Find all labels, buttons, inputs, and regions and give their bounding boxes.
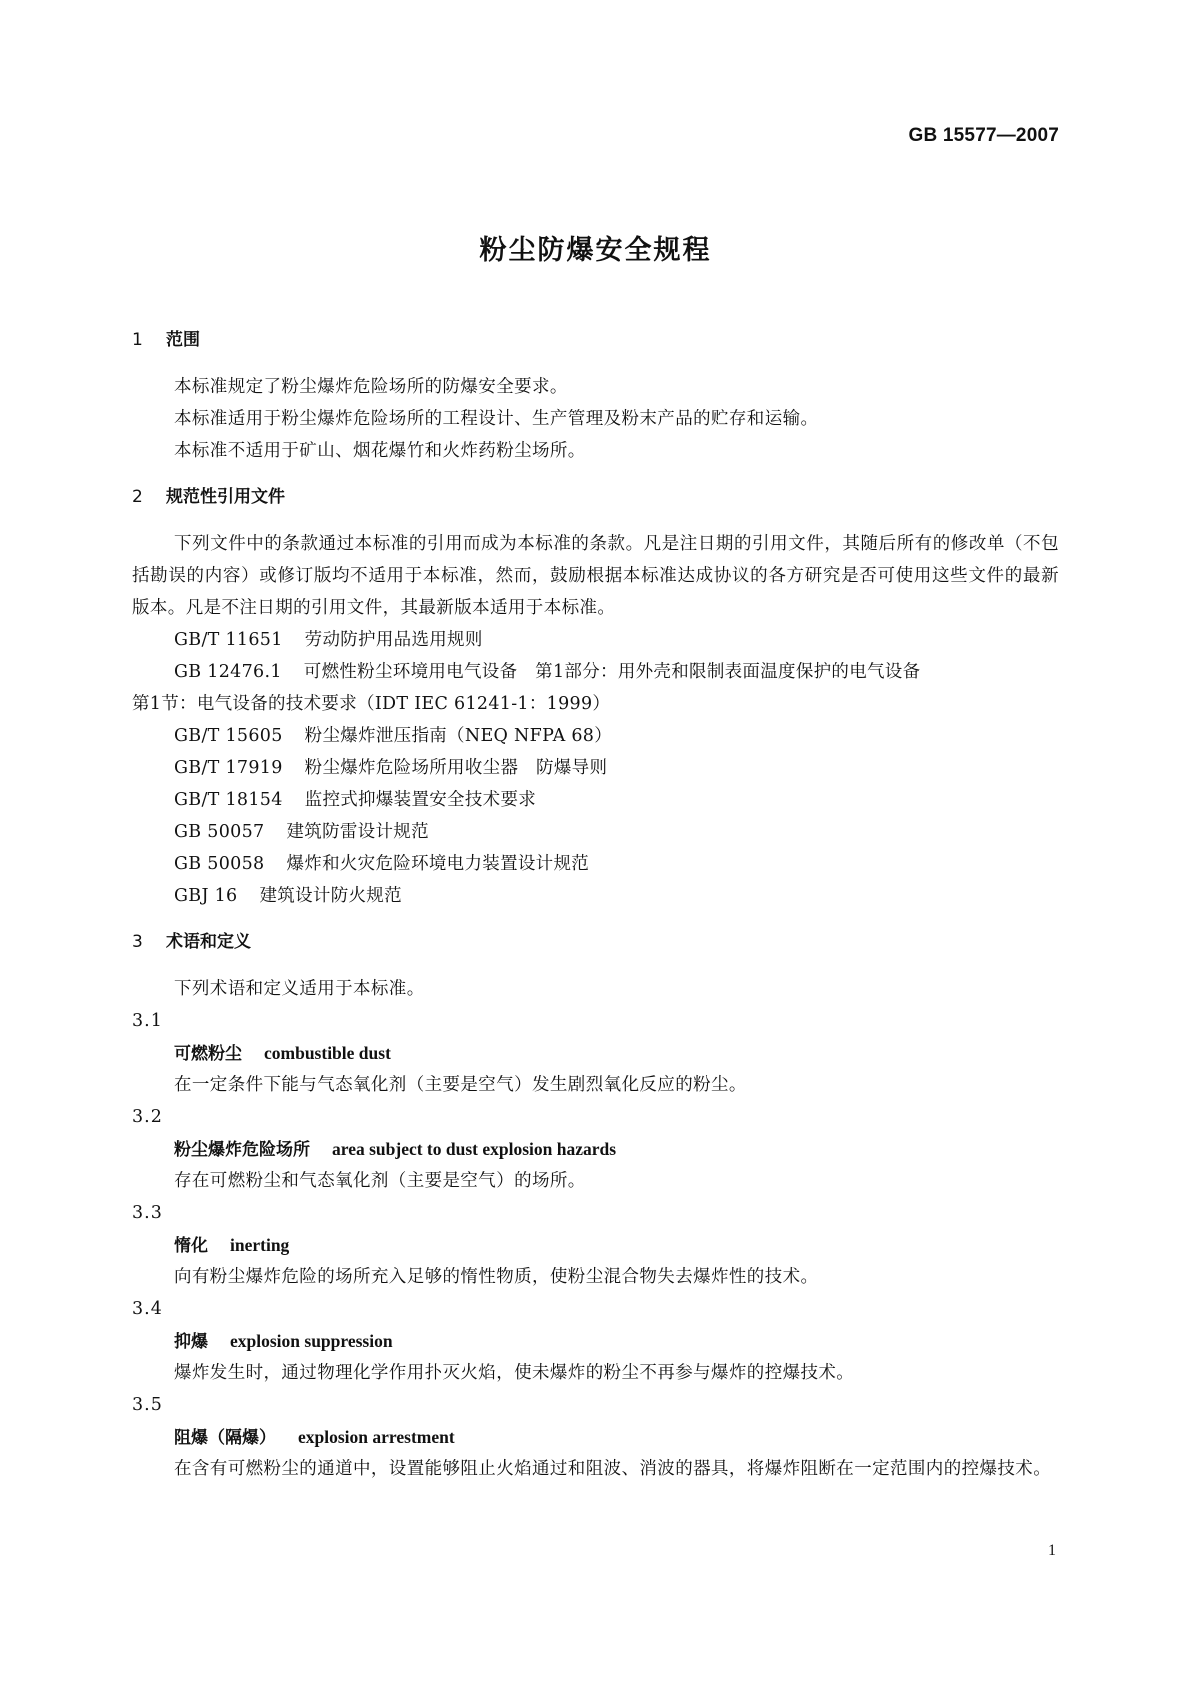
term-name-zh: 粉尘爆炸危险场所 — [174, 1140, 310, 1160]
section-number: 2 — [132, 487, 143, 507]
reference-item — [132, 624, 1059, 656]
reference-item — [132, 720, 1059, 752]
references-intro: 下列文件中的条款通过本标准的引用而成为本标准的条款。凡是注日期的引用文件，其随后所有的修改单（不包括勘误的内容）或修订版均不适用于本标准，然而，鼓励根据本标准达成协议的各方研究是否可使用这些文件的最新版本。凡是不注日期的引用文件，其最新版本适用于本标准。 — [132, 534, 1059, 618]
section-3-heading — [132, 928, 1059, 956]
reference-item — [132, 752, 1059, 784]
reference-item — [132, 880, 1059, 912]
reference-item — [132, 848, 1059, 880]
reference-title: 爆炸和火灾危险环境电力装置设计规范 — [286, 854, 590, 874]
reference-code: GB/T 18154 — [174, 790, 283, 810]
reference-title-continued: 第1节：电气设备的技术要求（IDT IEC 61241-1：1999） — [132, 694, 611, 714]
scope-paragraph: 本标准规定了粉尘爆炸危险场所的防爆安全要求。 — [174, 377, 568, 397]
reference-code: GBJ 16 — [174, 886, 238, 906]
term-number: 3.3 — [132, 1203, 163, 1223]
term-name-en: explosion arrestment — [298, 1427, 455, 1447]
reference-title: 粉尘爆炸泄压指南（NEQ NFPA 68） — [304, 726, 613, 746]
scope-paragraph: 本标准不适用于矿山、烟花爆竹和火炸药粉尘场所。 — [174, 441, 586, 461]
term-name-en: area subject to dust explosion hazards — [332, 1139, 617, 1159]
term-name-zh: 阻爆（隔爆） — [174, 1428, 276, 1448]
reference-title: 可燃性粉尘环境用电气设备 第1部分：用外壳和限制表面温度保护的电气设备 — [303, 662, 921, 682]
term-number: 3.5 — [132, 1395, 163, 1415]
reference-title: 劳动防护用品选用规则 — [304, 630, 483, 650]
term-name-en: inerting — [230, 1235, 290, 1255]
term-number: 3.4 — [132, 1299, 163, 1319]
term-definition: 向有粉尘爆炸危险的场所充入足够的惰性物质，使粉尘混合物失去爆炸性的技术。 — [174, 1267, 819, 1287]
scope-paragraph: 本标准适用于粉尘爆炸危险场所的工程设计、生产管理及粉末产品的贮存和运输。 — [174, 409, 819, 429]
term-entry — [132, 1101, 1059, 1197]
term-name — [132, 1133, 1059, 1165]
term-entry — [132, 1197, 1059, 1293]
term-entry — [132, 1293, 1059, 1389]
reference-code: GB/T 17919 — [174, 758, 283, 778]
section-title: 范围 — [166, 330, 200, 350]
reference-code: GB 50057 — [174, 822, 265, 842]
term-number: 3.1 — [132, 1011, 163, 1031]
term-definition: 在一定条件下能与气态氧化剂（主要是空气）发生剧烈氧化反应的粉尘。 — [174, 1075, 747, 1095]
page-number: 1 — [1048, 1542, 1056, 1559]
term-definition: 在含有可燃粉尘的通道中，设置能够阻止火焰通过和阻波、消波的器具，将爆炸阻断在一定范围内的控爆技术。 — [174, 1459, 1052, 1479]
section-title: 规范性引用文件 — [166, 487, 285, 507]
reference-code: GB/T 15605 — [174, 726, 283, 746]
term-name-zh: 惰化 — [174, 1236, 208, 1256]
term-entry — [132, 1005, 1059, 1101]
reference-code: GB/T 11651 — [174, 630, 283, 650]
section-title: 术语和定义 — [166, 932, 251, 952]
term-name-zh: 可燃粉尘 — [174, 1044, 242, 1064]
terms-intro: 下列术语和定义适用于本标准。 — [174, 979, 425, 999]
term-name — [132, 1421, 1059, 1453]
reference-item — [132, 816, 1059, 848]
term-name — [132, 1325, 1059, 1357]
reference-code: GB 12476.1 — [174, 662, 282, 682]
section-number: 3 — [132, 932, 143, 952]
term-name — [132, 1229, 1059, 1261]
term-definition: 爆炸发生时，通过物理化学作用扑灭火焰，使未爆炸的粉尘不再参与爆炸的控爆技术。 — [174, 1363, 855, 1383]
reference-code: GB 50058 — [174, 854, 265, 874]
section-2-heading — [132, 483, 1059, 511]
section-1-heading — [132, 326, 1059, 354]
term-entry — [132, 1389, 1059, 1485]
reference-title: 监控式抑爆装置安全技术要求 — [304, 790, 537, 810]
reference-title: 粉尘爆炸危险场所用收尘器 防爆导则 — [304, 758, 608, 778]
term-definition: 存在可燃粉尘和气态氧化剂（主要是空气）的场所。 — [174, 1171, 586, 1191]
term-name-en: explosion suppression — [230, 1331, 393, 1351]
reference-title: 建筑防雷设计规范 — [286, 822, 429, 842]
term-name-en: combustible dust — [264, 1043, 391, 1063]
term-name — [132, 1037, 1059, 1069]
term-name-zh: 抑爆 — [174, 1332, 208, 1352]
term-number: 3.2 — [132, 1107, 163, 1127]
document-title: 粉尘防爆安全规程 — [479, 235, 712, 266]
reference-item — [132, 784, 1059, 816]
standard-number: GB 15577—2007 — [908, 125, 1059, 146]
reference-title: 建筑设计防火规范 — [259, 886, 402, 906]
document-body — [132, 326, 1059, 1485]
reference-item — [132, 656, 1059, 720]
section-number: 1 — [132, 330, 143, 350]
